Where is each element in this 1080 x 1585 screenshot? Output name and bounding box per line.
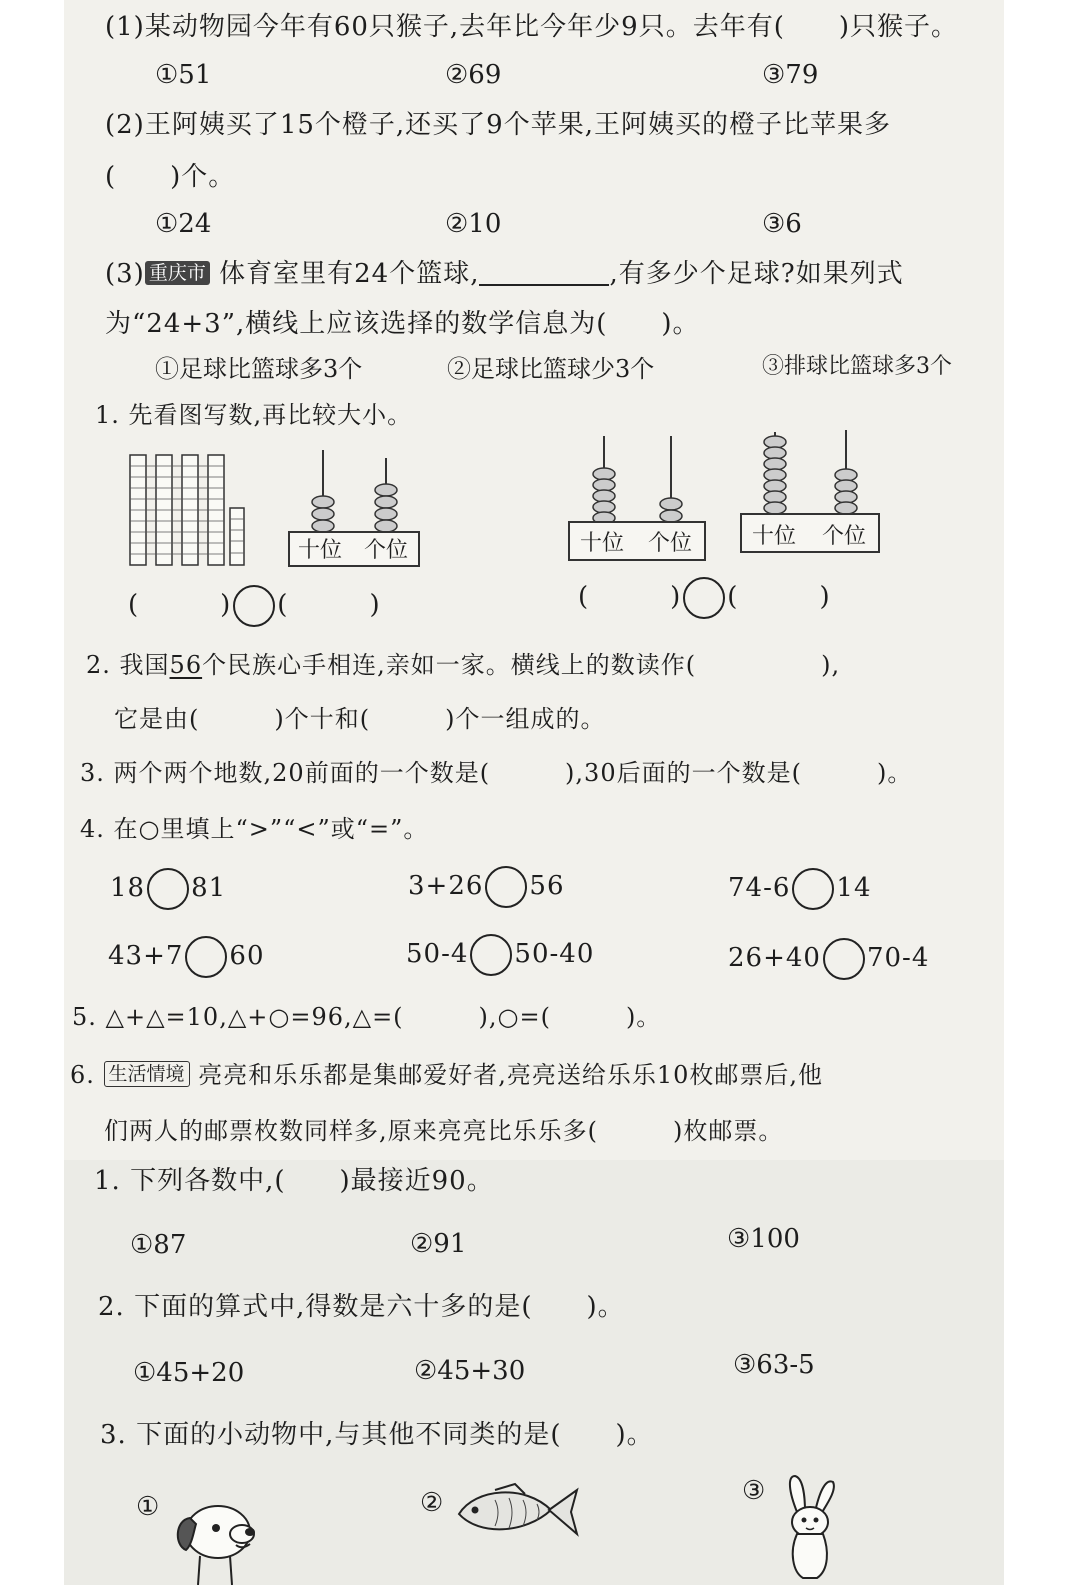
compare-item-1-circle[interactable] xyxy=(147,868,189,910)
question-a1: (1)某动物园今年有60只猴子,去年比今年少9只。去年有( )只猴子。 xyxy=(105,12,959,42)
abacus-1-ones-label: 个位 xyxy=(364,538,409,563)
option-c2-1: ①45+20 xyxy=(133,1358,245,1388)
option-c1-3: ③100 xyxy=(727,1224,800,1254)
abacus-2-ones-label: 个位 xyxy=(648,531,693,556)
rabbit-illustration xyxy=(775,1472,845,1582)
compare-item-5-circle[interactable] xyxy=(470,934,512,976)
question-b6-text1: 亮亮和乐乐都是集邮爱好者,亮亮送给乐乐10枚邮票后,他 xyxy=(198,1061,823,1089)
question-b6-number: 6. xyxy=(70,1061,95,1089)
question-b3: 3. 两个两个地数,20前面的一个数是( ),30后面的一个数是( )。 xyxy=(80,759,913,787)
question-b6-line2: 们两人的邮票枚数同样多,原来亮亮比乐乐多( )枚邮票。 xyxy=(104,1117,784,1145)
option-c2-3: ③63-5 xyxy=(733,1350,815,1380)
question-a3-line2: 为“24+3”,横线上应该选择的数学信息为( )。 xyxy=(105,309,700,339)
compare-item-6-left: 26+40 xyxy=(728,943,821,973)
question-a2-line1: (2)王阿姨买了15个橙子,还买了9个苹果,王阿姨买的橙子比苹果多 xyxy=(105,110,891,140)
compare-item-3-left: 74-6 xyxy=(728,873,791,903)
abacus-3-tens-label: 十位 xyxy=(752,524,797,549)
option-a1-3: ③79 xyxy=(762,60,819,90)
option-a2-3: ③6 xyxy=(762,209,802,239)
compare-item-4-left: 43+7 xyxy=(108,941,184,971)
question-a2-line2: ( )个。 xyxy=(105,162,236,192)
compare-item-1 xyxy=(110,868,226,910)
option-a1-2: ②69 xyxy=(445,60,502,90)
compare-item-2-left: 3+26 xyxy=(408,871,484,901)
answer-blank-line xyxy=(479,258,609,286)
option-a2-1: ①24 xyxy=(155,209,212,239)
option-c1-2: ②91 xyxy=(410,1229,467,1259)
option-a3-3: ③排球比篮球多3个 xyxy=(762,354,952,379)
question-b5: 5. △+△=10,△+○=96,△=( ),○=( )。 xyxy=(72,1003,662,1031)
compare-circle-2[interactable] xyxy=(683,577,725,619)
compare-item-2-right: 56 xyxy=(529,871,565,901)
compare-item-4-right: 60 xyxy=(229,941,265,971)
question-b6-line1 xyxy=(70,1058,823,1092)
tens-blocks-figure xyxy=(128,450,248,570)
compare-1-left: ( ) xyxy=(128,590,232,620)
underlined-number: 56 xyxy=(169,651,203,679)
option-a1-1: ①51 xyxy=(155,60,212,90)
question-b2-number: 2. xyxy=(86,651,111,679)
compare-row-2 xyxy=(578,577,831,619)
compare-circle-1[interactable] xyxy=(233,585,275,627)
compare-item-6 xyxy=(728,938,929,980)
question-a3-text-before: 体育室里有24个篮球, xyxy=(219,259,480,289)
question-a3-prefix: (3) xyxy=(105,259,145,289)
region-badge: 重庆市 xyxy=(145,261,210,285)
abacus-1-tens-label: 十位 xyxy=(298,538,343,563)
option-c3-3: ③ xyxy=(742,1476,766,1506)
option-a3-2: ②足球比篮球少3个 xyxy=(447,355,655,383)
compare-item-3-circle[interactable] xyxy=(792,868,834,910)
compare-item-5-left: 50-4 xyxy=(406,939,469,969)
question-a3-line1 xyxy=(105,257,904,291)
compare-item-1-left: 18 xyxy=(110,873,146,903)
option-a3-1: ①足球比篮球多3个 xyxy=(155,355,363,383)
compare-item-2-circle[interactable] xyxy=(485,866,527,908)
compare-item-4 xyxy=(108,936,265,978)
compare-item-1-right: 81 xyxy=(191,873,227,903)
compare-1-right: ( ) xyxy=(277,590,381,620)
abacus-2-tens-label: 十位 xyxy=(580,531,625,556)
compare-item-4-circle[interactable] xyxy=(185,936,227,978)
question-a3-text-after: ,有多少个足球?如果列式 xyxy=(609,259,904,289)
option-c3-2: ② xyxy=(420,1488,444,1518)
option-c3-1: ① xyxy=(136,1492,160,1522)
question-b4-title: 4. 在○里填上“>”“<”或“=”。 xyxy=(80,815,429,843)
compare-item-3 xyxy=(728,868,872,910)
question-b2-line1 xyxy=(86,648,840,682)
compare-2-left: ( ) xyxy=(578,582,682,612)
dog-illustration xyxy=(170,1490,262,1585)
question-c3: 3. 下面的小动物中,与其他不同类的是( )。 xyxy=(100,1420,654,1450)
question-b2-line2: 它是由( )个十和( )个一组成的。 xyxy=(114,705,606,733)
compare-item-3-right: 14 xyxy=(836,873,872,903)
life-context-badge: 生活情境 xyxy=(104,1061,190,1087)
question-c2: 2. 下面的算式中,得数是六十多的是( )。 xyxy=(98,1292,625,1322)
compare-item-6-circle[interactable] xyxy=(823,938,865,980)
question-b1-title: 1. 先看图写数,再比较大小。 xyxy=(95,401,413,429)
compare-item-6-right: 70-4 xyxy=(866,943,930,973)
compare-item-2 xyxy=(408,866,565,908)
question-b2-text1: 我国 xyxy=(119,651,170,679)
compare-2-right: ( ) xyxy=(727,582,831,612)
option-c2-2: ②45+30 xyxy=(414,1356,526,1386)
abacus-3-ones-label: 个位 xyxy=(822,524,867,549)
fish-illustration xyxy=(455,1482,580,1542)
option-c1-1: ①87 xyxy=(130,1230,187,1260)
question-c1: 1. 下列各数中,( )最接近90。 xyxy=(94,1166,494,1196)
option-a2-2: ②10 xyxy=(445,209,502,239)
question-b2-text2: 个民族心手相连,亲如一家。横线上的数读作( ), xyxy=(202,651,841,679)
compare-item-5-right: 50-40 xyxy=(514,939,595,969)
compare-item-5 xyxy=(406,934,594,976)
compare-row-1 xyxy=(128,585,381,627)
